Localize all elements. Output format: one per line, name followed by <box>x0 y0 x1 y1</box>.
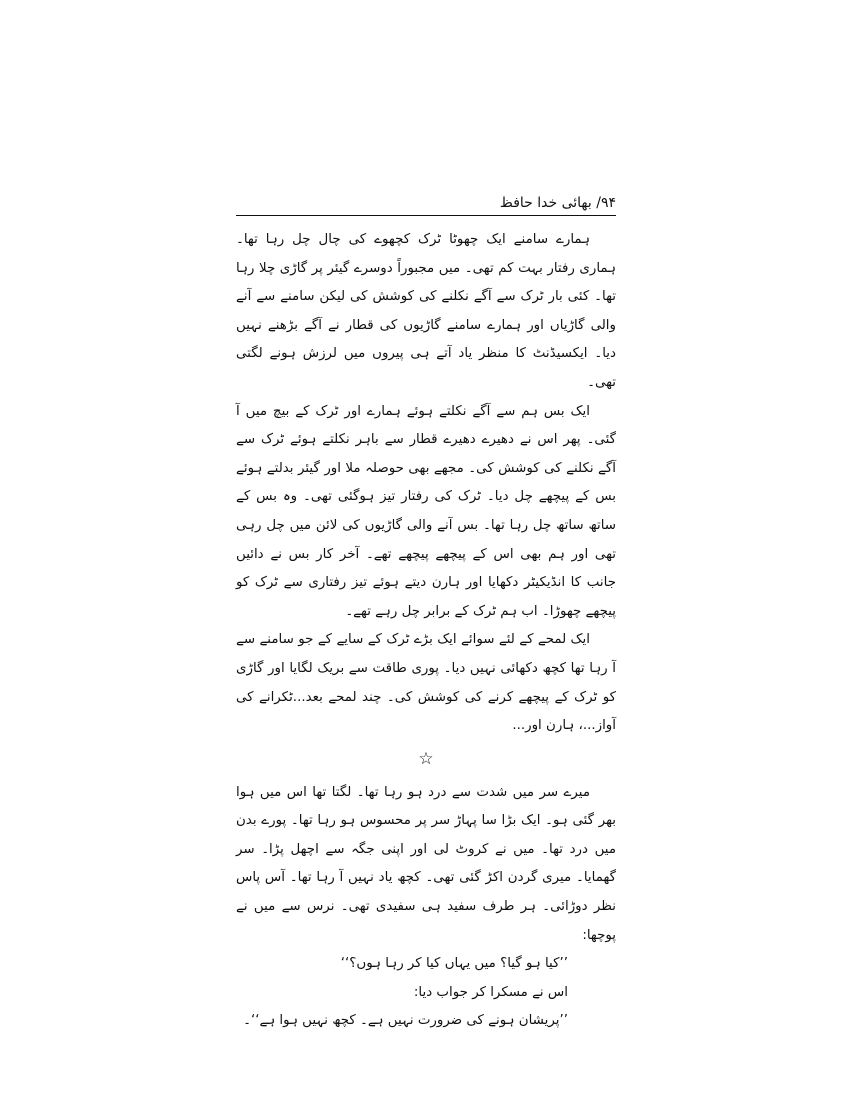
section-separator-star: ☆ <box>418 748 434 769</box>
dialogue-narration: اس نے مسکرا کر جواب دیا: <box>413 984 568 1000</box>
dialogue-answer: ’’پریشان ہونے کی ضرورت نہیں ہے۔ کچھ نہیں ہوا ہے‘‘۔ <box>243 1013 568 1029</box>
running-header <box>236 193 616 213</box>
paragraph-3: ایک لمحے کے لئے سوائے ایک بڑے ٹرک کے سایے کے جو سامنے سے آ رہا تھا کچھ دکھائی نہیں دیا۔ پوری طاقت سے بریک لگایا اور گاڑی کو ٹرک کے پیچھے کرنے کی کوشش کی۔ چند لمحے بعد...ٹکرانے کی آواز...، ہارن اور... <box>236 632 616 734</box>
paragraph-2: ایک بس ہم سے آگے نکلتے ہوئے ہمارے اور ٹرک کے بیچ میں آ گئی۔ پھر اس نے دھیرے دھیرے قطار سے باہر نکلتے ہوئے ٹرک سے آگے نکلنے کی کوشش کی۔ مجھے بھی حوصلہ ملا اور گیئر بدلتے ہوئے بس کے پیچھے چل دیا۔ ٹرک کی رفتار تیز ہوگئی تھی۔ وہ بس کے ساتھ ساتھ چل رہا تھا۔ بس آنے والی گاڑیوں کی لائن میں چل رہی تھی اور ہم بھی اس کے پیچھے پیچھے تھے۔ آخر کار بس نے دائیں جانب کا انڈیکیٹر دکھایا اور ہارن دیتے ہوئے تیز رفتاری سے ٹرک کو پیچھے چھوڑا۔ اب ہم ٹرک کے برابر چل رہے تھے۔ <box>236 403 616 619</box>
header-divider <box>236 215 616 216</box>
page-body <box>236 226 616 1036</box>
paragraph-1: ہمارے سامنے ایک چھوٹا ٹرک کچھوے کی چال چل رہا تھا۔ ہماری رفتار بہت کم تھی۔ میں مجبوراً دوسرے گیئر پر گاڑی چلا رہا تھا۔ کئی بار ٹرک سے آگے نکلنے کی کوشش کی لیکن سامنے سے آنے والی گاڑیاں اور ہمارے سامنے گاڑیوں کی قطار نے آگے بڑھنے نہیں دیا۔ ایکسیڈنٹ کا منظر یاد آتے ہی پیروں میں لرزش ہونے لگتی تھی۔ <box>236 232 616 390</box>
running-title: ۹۴/ بھائی خدا حافظ <box>499 195 616 211</box>
paragraph-4: میرے سر میں شدت سے درد ہو رہا تھا۔ لگتا تھا اس میں ہوا بھر گئی ہو۔ ایک بڑا سا پہاڑ سر پر محسوس ہو رہا تھا۔ پورے بدن میں درد تھا۔ میں نے کروٹ لی اور اپنی جگہ سے اچھل پڑا۔ سر گھمایا۔ میری گردن اکڑ گئی تھی۔ کچھ یاد نہیں آ رہا تھا۔ آس پاس نظر دوڑائی۔ ہر طرف سفید ہی سفیدی تھی۔ نرس سے میں نے پوچھا: <box>236 784 616 943</box>
dialogue-question: ’’کیا ہو گیا؟ میں یہاں کیا کر رہا ہوں؟‘‘ <box>340 956 568 972</box>
